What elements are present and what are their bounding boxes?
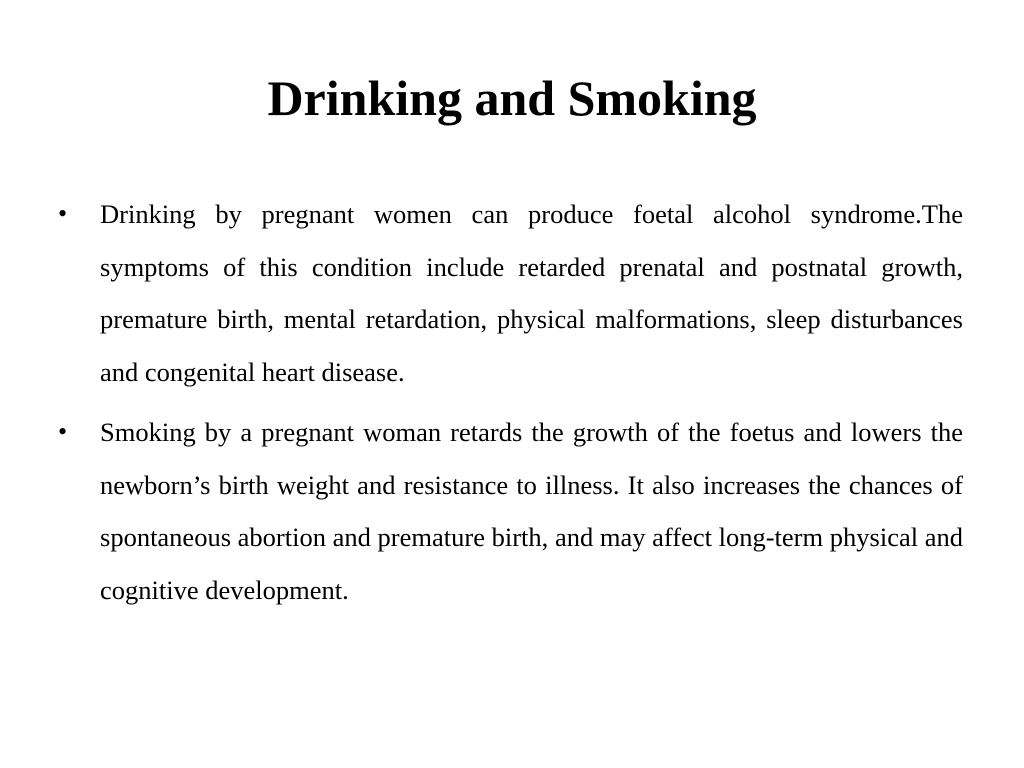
bullet-list	[58, 188, 963, 616]
bullet-item-smoking	[58, 406, 963, 616]
bullet-text-smoking: Smoking by a pregnant woman retards the growth of the foetus and lowers the newborn’s birth weight and resistance to illness. It also increases the chances of spontaneous abortion and premature birth, and may affect long-term physical and cognitive development.	[100, 417, 963, 605]
bullet-icon: •	[58, 417, 68, 446]
bullet-text-drinking: Drinking by pregnant women can produce foetal alcohol syndrome.The symptoms of this condition include retarded prenatal and postnatal growth, premature birth, mental retardation, physical malformations, sleep disturbances and congenital heart disease.	[100, 199, 963, 387]
bullet-item-drinking	[58, 188, 963, 398]
bullet-icon: •	[58, 199, 68, 228]
slide-title: Drinking and Smoking	[267, 70, 757, 126]
